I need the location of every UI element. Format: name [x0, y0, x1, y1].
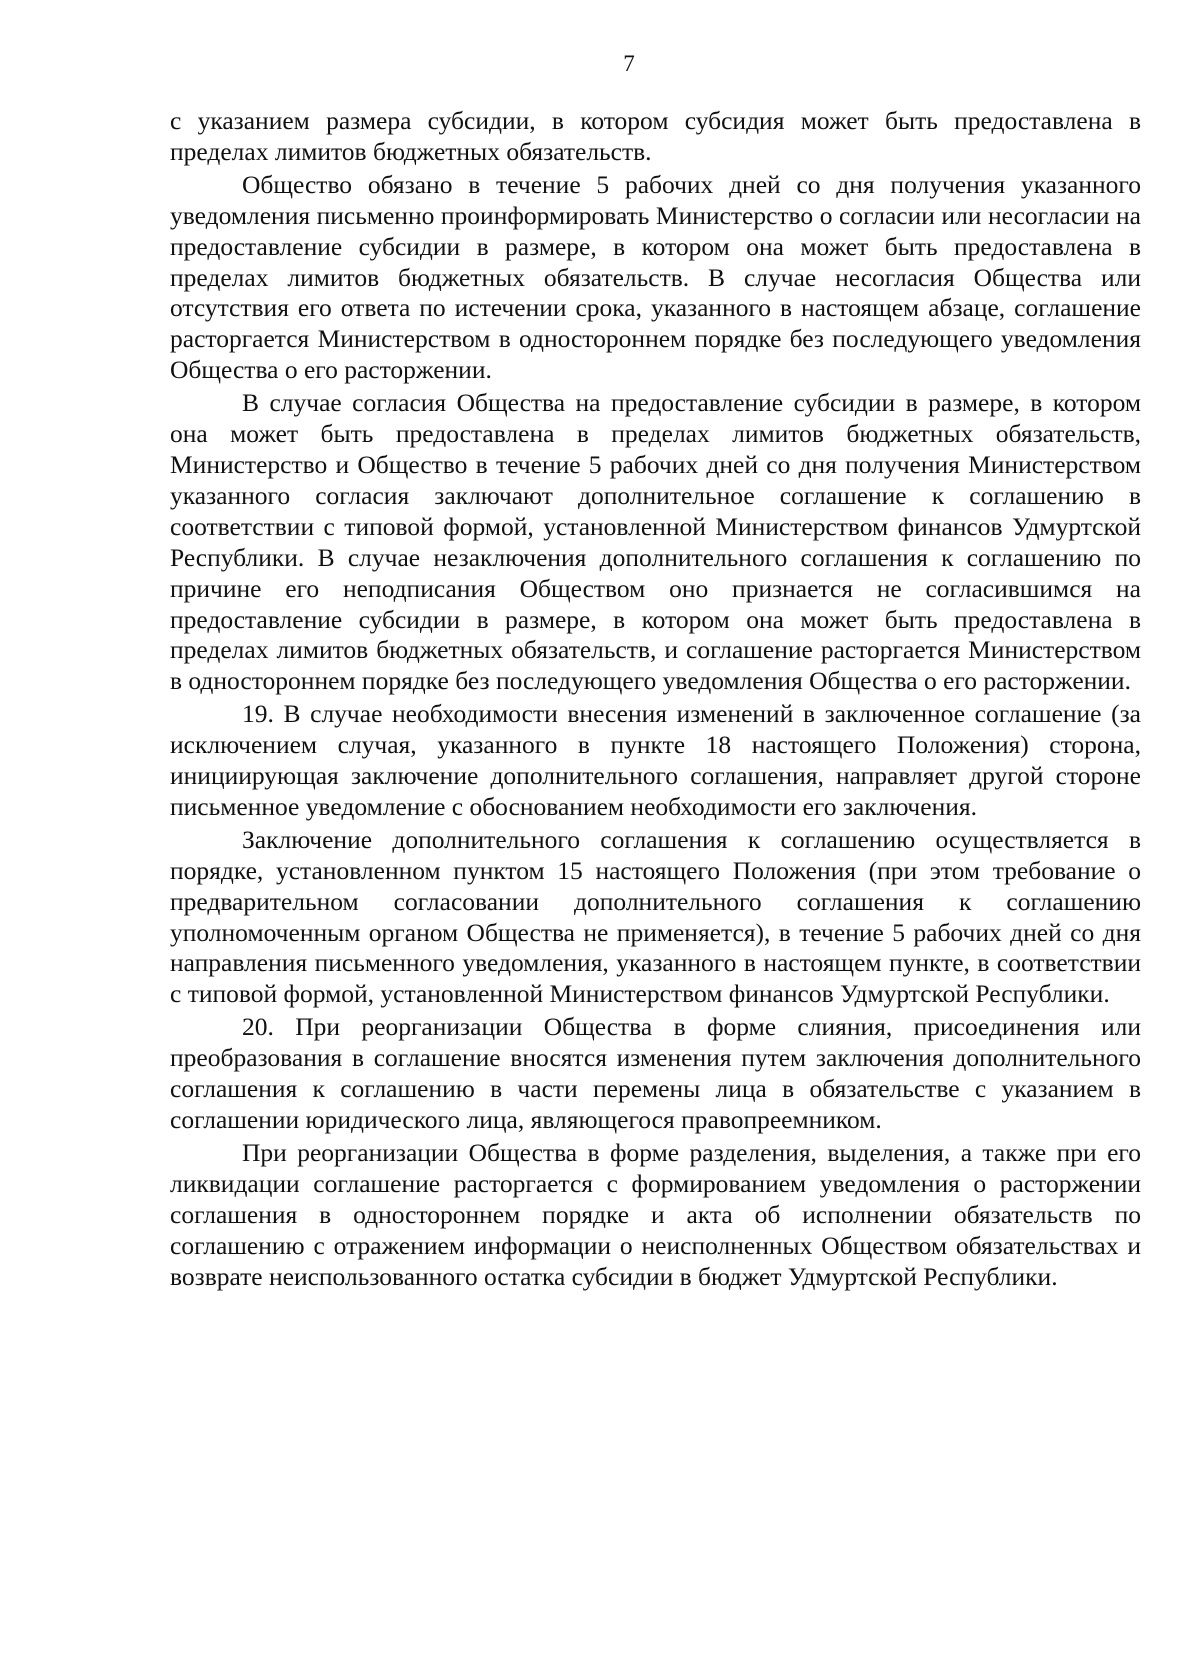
- paragraph-continuation: с указанием размера субсидии, в котором субсидия может быть предоставлена в пределах лимитов бюджетных обязательств.: [170, 106, 1141, 166]
- paragraph-liquidation: При реорганизации Общества в форме разделения, выделения, а также при его ликвидации соглашение расторгается с формированием уведомления о расторжении соглашения в одностороннем порядке и акта об исполнении обязательств по соглашению с отражением информации о неисполненных Обществом обязательствах и возврате неиспользованного остатка субсидии в бюджет Удмуртской Республики.: [170, 1137, 1141, 1291]
- document-body: [170, 106, 1141, 1294]
- paragraph-clause-19: 19. В случае необходимости внесения изменений в заключенное соглашение (за исключением случая, указанного в пункте 18 настоящего Положения) сторона, инициирующая заключение дополнительного соглашения, направляет другой стороне письменное уведомление с обоснованием необходимости его заключения.: [170, 699, 1141, 821]
- paragraph-consent: В случае согласия Общества на предоставление субсидии в размере, в котором она может быть предоставлена в пределах лимитов бюджетных обязательств, Министерство и Общество в течение 5 рабочих дней со дня получения Министерством указанного согласия заключают дополнительное соглашение к соглашению в соответствии с типовой формой, установленной Министерством финансов Удмуртской Республики. В случае незаключения дополнительного соглашения к соглашению по причине его неподписания Обществом оно признается не согласившимся на предоставление субсидии в размере, в котором она может быть предоставлена в пределах лимитов бюджетных обязательств, и соглашение расторгается Министерством в одностороннем порядке без последующего уведомления Общества о его расторжении.: [170, 388, 1141, 696]
- paragraph-additional-agreement: Заключение дополнительного соглашения к соглашению осуществляется в порядке, установленном пунктом 15 настоящего Положения (при этом требование о предварительном согласовании дополнительного соглашения к соглашению уполномоченным органом Общества не применяется), в течение 5 рабочих дней со дня направления письменного уведомления, указанного в настоящем пункте, в соответствии с типовой формой, установленной Министерством финансов Удмуртской Республики.: [170, 824, 1141, 1009]
- paragraph-notification-duty: Общество обязано в течение 5 рабочих дней со дня получения указанного уведомления письменно проинформировать Министерство о согласии или несогласии на предоставление субсидии в размере, в котором она может быть предоставлена в пределах лимитов бюджетных обязательств. В случае несогласия Общества или отсутствия его ответа по истечении срока, указанного в настоящем абзаце, соглашение расторгается Министерством в одностороннем порядке без последующего уведомления Общества о его расторжении.: [170, 169, 1141, 385]
- paragraph-clause-20: 20. При реорганизации Общества в форме слияния, присоединения или преобразования в соглашение вносятся изменения путем заключения дополнительного соглашения к соглашению в части перемены лица в обязательстве с указанием в соглашении юридического лица, являющегося правопреемником.: [170, 1012, 1141, 1134]
- page-number: 7: [623, 51, 635, 76]
